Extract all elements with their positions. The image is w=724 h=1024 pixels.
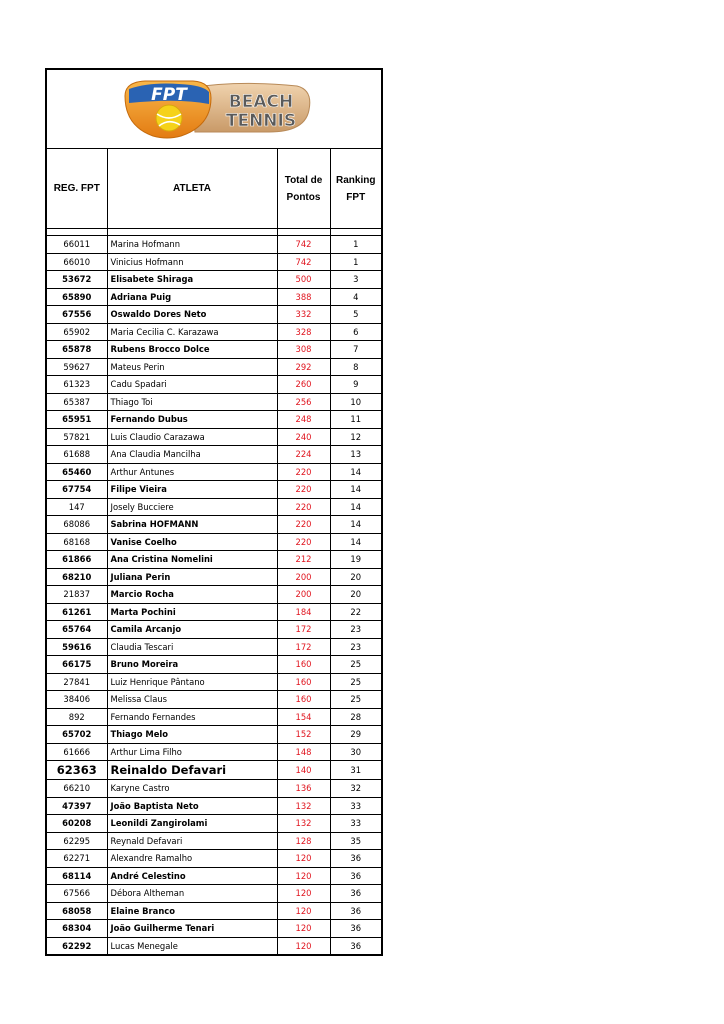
- rank-cell: 23: [330, 621, 381, 639]
- athlete-cell: Arthur Antunes: [107, 463, 277, 481]
- table-row: [47, 568, 381, 586]
- rank-cell: 25: [330, 673, 381, 691]
- athlete-cell: André Celestino: [107, 867, 277, 885]
- rank-cell: 33: [330, 815, 381, 833]
- rank-cell: 14: [330, 533, 381, 551]
- table-row: [47, 726, 381, 744]
- points-cell: 140: [277, 761, 330, 780]
- points-cell: 260: [277, 376, 330, 394]
- athlete-cell: Claudia Tescari: [107, 638, 277, 656]
- points-cell: 132: [277, 797, 330, 815]
- athlete-cell: Vinicius Hofmann: [107, 253, 277, 271]
- points-cell: 148: [277, 743, 330, 761]
- rank-cell: 12: [330, 428, 381, 446]
- table-row: [47, 288, 381, 306]
- table-row: [47, 761, 381, 780]
- points-cell: 292: [277, 358, 330, 376]
- athlete-cell: Marta Pochini: [107, 603, 277, 621]
- header-total: [277, 149, 330, 229]
- reg-cell: 65764: [47, 621, 107, 639]
- points-cell: 172: [277, 621, 330, 639]
- header-reg: REG. FPT: [47, 149, 107, 229]
- points-cell: 200: [277, 568, 330, 586]
- athlete-cell: Luis Claudio Carazawa: [107, 428, 277, 446]
- table-row: [47, 376, 381, 394]
- rank-cell: 4: [330, 288, 381, 306]
- reg-cell: 62292: [47, 937, 107, 954]
- reg-cell: 62363: [47, 761, 107, 780]
- reg-cell: 60208: [47, 815, 107, 833]
- athlete-cell: Sabrina HOFMANN: [107, 516, 277, 534]
- points-cell: 160: [277, 656, 330, 674]
- header-rank-line1: Ranking: [336, 174, 376, 186]
- rank-cell: 36: [330, 867, 381, 885]
- points-cell: 132: [277, 815, 330, 833]
- reg-cell: 66210: [47, 780, 107, 798]
- reg-cell: 892: [47, 708, 107, 726]
- rank-cell: 19: [330, 551, 381, 569]
- athlete-cell: Cadu Spadari: [107, 376, 277, 394]
- table-row: [47, 920, 381, 938]
- table-row: [47, 708, 381, 726]
- points-cell: 220: [277, 516, 330, 534]
- reg-cell: 61866: [47, 551, 107, 569]
- athlete-cell: Bruno Moreira: [107, 656, 277, 674]
- logo-cell: [47, 70, 381, 149]
- table-row: [47, 551, 381, 569]
- reg-cell: 68058: [47, 902, 107, 920]
- athlete-cell: Marina Hofmann: [107, 236, 277, 254]
- points-cell: 152: [277, 726, 330, 744]
- points-cell: 248: [277, 411, 330, 429]
- reg-cell: 61323: [47, 376, 107, 394]
- rank-cell: 13: [330, 446, 381, 464]
- table-row: [47, 673, 381, 691]
- points-cell: 742: [277, 236, 330, 254]
- header-row: [47, 149, 381, 229]
- athlete-cell: Camila Arcanjo: [107, 621, 277, 639]
- points-cell: 120: [277, 867, 330, 885]
- table-row: [47, 323, 381, 341]
- points-cell: 500: [277, 271, 330, 289]
- points-cell: 128: [277, 832, 330, 850]
- points-cell: 220: [277, 481, 330, 499]
- points-cell: 154: [277, 708, 330, 726]
- rank-cell: 36: [330, 920, 381, 938]
- athlete-cell: Josely Bucciere: [107, 498, 277, 516]
- table-row: [47, 411, 381, 429]
- points-cell: 120: [277, 885, 330, 903]
- table-row: [47, 638, 381, 656]
- reg-cell: 65460: [47, 463, 107, 481]
- rank-cell: 36: [330, 885, 381, 903]
- rank-cell: 25: [330, 691, 381, 709]
- ranking-table: [47, 149, 381, 954]
- table-row: [47, 446, 381, 464]
- header-total-line2: Pontos: [286, 191, 321, 203]
- logo-letters: FPT: [151, 85, 187, 105]
- rank-cell: 36: [330, 850, 381, 868]
- table-row: [47, 937, 381, 954]
- points-cell: 160: [277, 691, 330, 709]
- reg-cell: 65702: [47, 726, 107, 744]
- rank-cell: 6: [330, 323, 381, 341]
- points-cell: 328: [277, 323, 330, 341]
- reg-cell: 38406: [47, 691, 107, 709]
- reg-cell: 47397: [47, 797, 107, 815]
- header-rank-line2: FPT: [346, 191, 366, 203]
- table-row: [47, 428, 381, 446]
- reg-cell: 67754: [47, 481, 107, 499]
- reg-cell: 68210: [47, 568, 107, 586]
- points-cell: 136: [277, 780, 330, 798]
- table-row: [47, 815, 381, 833]
- rank-cell: 14: [330, 463, 381, 481]
- points-cell: 256: [277, 393, 330, 411]
- rank-cell: 36: [330, 902, 381, 920]
- fpt-beach-tennis-logo: [119, 76, 315, 142]
- rank-cell: 35: [330, 832, 381, 850]
- points-cell: 184: [277, 603, 330, 621]
- points-cell: 332: [277, 306, 330, 324]
- reg-cell: 61261: [47, 603, 107, 621]
- points-cell: 120: [277, 920, 330, 938]
- table-row: [47, 393, 381, 411]
- athlete-cell: Rubens Brocco Dolce: [107, 341, 277, 359]
- rank-cell: 10: [330, 393, 381, 411]
- reg-cell: 27841: [47, 673, 107, 691]
- rank-cell: 9: [330, 376, 381, 394]
- table-row: [47, 481, 381, 499]
- reg-cell: 67566: [47, 885, 107, 903]
- points-cell: 220: [277, 463, 330, 481]
- table-row: [47, 586, 381, 604]
- athlete-cell: Mateus Perin: [107, 358, 277, 376]
- athlete-cell: Fernando Fernandes: [107, 708, 277, 726]
- athlete-cell: Karyne Castro: [107, 780, 277, 798]
- rank-cell: 31: [330, 761, 381, 780]
- reg-cell: 65878: [47, 341, 107, 359]
- header-total-line1: Total de: [284, 174, 323, 186]
- rank-cell: 32: [330, 780, 381, 798]
- athlete-cell: Alexandre Ramalho: [107, 850, 277, 868]
- rank-cell: 25: [330, 656, 381, 674]
- rank-cell: 1: [330, 236, 381, 254]
- points-cell: 388: [277, 288, 330, 306]
- points-cell: 120: [277, 850, 330, 868]
- table-row: [47, 236, 381, 254]
- points-cell: 120: [277, 937, 330, 954]
- athlete-cell: Melissa Claus: [107, 691, 277, 709]
- athlete-cell: Adriana Puig: [107, 288, 277, 306]
- athlete-cell: Vanise Coelho: [107, 533, 277, 551]
- reg-cell: 65951: [47, 411, 107, 429]
- table-row: [47, 253, 381, 271]
- points-cell: 742: [277, 253, 330, 271]
- athlete-cell: Maria Cecilia C. Karazawa: [107, 323, 277, 341]
- rank-cell: 20: [330, 586, 381, 604]
- reg-cell: 57821: [47, 428, 107, 446]
- logo-tennis: TENNIS: [225, 111, 297, 131]
- reg-cell: 66175: [47, 656, 107, 674]
- athlete-cell: Thiago Melo: [107, 726, 277, 744]
- reg-cell: 65890: [47, 288, 107, 306]
- header-rank: [330, 149, 381, 229]
- rank-cell: 23: [330, 638, 381, 656]
- rank-cell: 22: [330, 603, 381, 621]
- header-atleta: ATLETA: [107, 149, 277, 229]
- table-row: [47, 902, 381, 920]
- reg-cell: 66010: [47, 253, 107, 271]
- rank-cell: 3: [330, 271, 381, 289]
- rank-cell: 5: [330, 306, 381, 324]
- athlete-cell: Fernando Dubus: [107, 411, 277, 429]
- reg-cell: 21837: [47, 586, 107, 604]
- rank-cell: 14: [330, 516, 381, 534]
- reg-cell: 61688: [47, 446, 107, 464]
- ranking-sheet: [45, 68, 383, 956]
- reg-cell: 147: [47, 498, 107, 516]
- table-row: [47, 533, 381, 551]
- points-cell: 220: [277, 533, 330, 551]
- athlete-cell: Leonildi Zangirolami: [107, 815, 277, 833]
- table-row: [47, 743, 381, 761]
- points-cell: 308: [277, 341, 330, 359]
- athlete-cell: Luiz Henrique Pântano: [107, 673, 277, 691]
- athlete-cell: Marcio Rocha: [107, 586, 277, 604]
- table-row: [47, 603, 381, 621]
- rank-cell: 30: [330, 743, 381, 761]
- points-cell: 200: [277, 586, 330, 604]
- table-row: [47, 306, 381, 324]
- table-row: [47, 463, 381, 481]
- athlete-cell: João Guilherme Tenari: [107, 920, 277, 938]
- reg-cell: 61666: [47, 743, 107, 761]
- athlete-cell: Filipe Vieira: [107, 481, 277, 499]
- athlete-cell: Oswaldo Dores Neto: [107, 306, 277, 324]
- athlete-cell: Thiago Toi: [107, 393, 277, 411]
- athlete-cell: Elisabete Shiraga: [107, 271, 277, 289]
- points-cell: 220: [277, 498, 330, 516]
- table-row: [47, 656, 381, 674]
- athlete-cell: Elaine Branco: [107, 902, 277, 920]
- points-cell: 212: [277, 551, 330, 569]
- athlete-cell: Arthur Lima Filho: [107, 743, 277, 761]
- athlete-cell: Débora Altheman: [107, 885, 277, 903]
- points-cell: 160: [277, 673, 330, 691]
- reg-cell: 65902: [47, 323, 107, 341]
- reg-cell: 68086: [47, 516, 107, 534]
- table-row: [47, 621, 381, 639]
- rank-cell: 14: [330, 481, 381, 499]
- rank-cell: 20: [330, 568, 381, 586]
- rank-cell: 1: [330, 253, 381, 271]
- table-row: [47, 358, 381, 376]
- rank-cell: 36: [330, 937, 381, 954]
- logo-beach: BEACH: [228, 92, 294, 112]
- table-row: [47, 341, 381, 359]
- table-row: [47, 271, 381, 289]
- reg-cell: 53672: [47, 271, 107, 289]
- table-row: [47, 516, 381, 534]
- rank-cell: 33: [330, 797, 381, 815]
- athlete-cell: Juliana Perin: [107, 568, 277, 586]
- table-row: [47, 832, 381, 850]
- athlete-cell: Lucas Menegale: [107, 937, 277, 954]
- reg-cell: 67556: [47, 306, 107, 324]
- reg-cell: 59616: [47, 638, 107, 656]
- reg-cell: 59627: [47, 358, 107, 376]
- points-cell: 224: [277, 446, 330, 464]
- reg-cell: 68304: [47, 920, 107, 938]
- table-row: [47, 850, 381, 868]
- points-cell: 172: [277, 638, 330, 656]
- athlete-cell: Reinaldo Defavari: [107, 761, 277, 780]
- table-row: [47, 691, 381, 709]
- table-row: [47, 498, 381, 516]
- table-row: [47, 885, 381, 903]
- points-cell: 120: [277, 902, 330, 920]
- rank-cell: 11: [330, 411, 381, 429]
- reg-cell: 68168: [47, 533, 107, 551]
- table-row: [47, 867, 381, 885]
- rank-cell: 8: [330, 358, 381, 376]
- athlete-cell: João Baptista Neto: [107, 797, 277, 815]
- reg-cell: 66011: [47, 236, 107, 254]
- athlete-cell: Ana Cristina Nomelini: [107, 551, 277, 569]
- table-row: [47, 797, 381, 815]
- table-row: [47, 780, 381, 798]
- athlete-cell: Ana Claudia Mancilha: [107, 446, 277, 464]
- rank-cell: 7: [330, 341, 381, 359]
- athlete-cell: Reynald Defavari: [107, 832, 277, 850]
- rank-cell: 14: [330, 498, 381, 516]
- reg-cell: 62271: [47, 850, 107, 868]
- reg-cell: 62295: [47, 832, 107, 850]
- reg-cell: 65387: [47, 393, 107, 411]
- rank-cell: 28: [330, 708, 381, 726]
- rank-cell: 29: [330, 726, 381, 744]
- spacer-row: [47, 229, 381, 236]
- points-cell: 240: [277, 428, 330, 446]
- reg-cell: 68114: [47, 867, 107, 885]
